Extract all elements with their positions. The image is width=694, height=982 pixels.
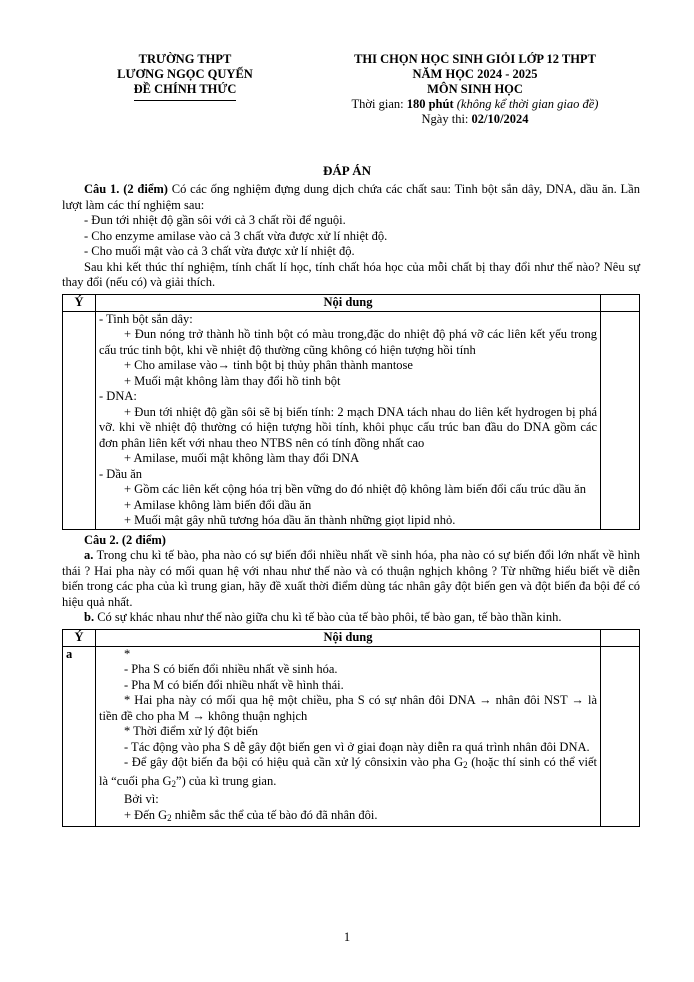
q2-part-b bbox=[62, 610, 640, 626]
answer-label-cell bbox=[63, 646, 96, 827]
answer-line: + Amilase, muối mật không làm thay đổi DNA bbox=[124, 451, 360, 465]
answer-score-cell bbox=[601, 646, 640, 827]
time-label: Thời gian: bbox=[351, 97, 407, 111]
col-header-score bbox=[601, 629, 640, 646]
answer-line: * bbox=[124, 646, 131, 661]
answer-line: + Đun nóng trở thành hồ tinh bột có màu trong,đặc do nhiệt độ phá vỡ các liên kết yếu trong cấu trúc tinh bột, khi về nhiệt độ thường cũng không có hiện tượng hồi tính bbox=[99, 327, 597, 357]
doc-title: ĐÁP ÁN bbox=[322, 163, 372, 178]
document-body bbox=[62, 182, 640, 830]
subscript: 2 bbox=[171, 778, 177, 789]
q1-question: Sau khi kết thúc thí nghiệm, tính chất lí học, tính chất hóa học của mỗi chất bị thay đổi như thế nào? Nêu sự thay đổi (nếu có) và giải thích. bbox=[62, 259, 640, 289]
q2-label: Câu 2. (2 điểm) bbox=[84, 532, 166, 547]
answer-text: ”) của kì trung gian. bbox=[176, 773, 277, 788]
exam-title: THI CHỌN HỌC SINH GIỎI LỚP 12 THPT bbox=[354, 52, 596, 66]
q1-step: - Cho muối mật vào cả 3 chất vừa được xử lí nhiệt độ. bbox=[84, 244, 355, 258]
exam-header bbox=[290, 52, 660, 127]
col-header-content: Nội dung bbox=[96, 629, 601, 646]
q1-step: - Cho enzyme amilase vào cả 3 chất vừa được xử lí nhiệt độ. bbox=[84, 228, 388, 243]
answer-content-cell bbox=[96, 646, 601, 827]
q2-answer-table bbox=[62, 629, 640, 828]
answer-score-cell bbox=[601, 311, 640, 529]
col-header-content: Nội dung bbox=[96, 294, 601, 311]
school-year: NĂM HỌC 2024 - 2025 bbox=[412, 67, 538, 81]
answer-text: + Đến G bbox=[124, 807, 168, 822]
date-value: 02/10/2024 bbox=[471, 112, 529, 126]
subject: MÔN SINH HỌC bbox=[427, 82, 523, 96]
exam-date bbox=[290, 112, 660, 127]
answer-line: * Thời điểm xử lý đột biến bbox=[124, 724, 258, 738]
official-label: ĐỀ CHÍNH THỨC bbox=[133, 82, 237, 96]
answer-line: - DNA: bbox=[99, 389, 137, 403]
time-value: 180 phút bbox=[406, 97, 454, 111]
answer-line: - Dầu ăn bbox=[99, 466, 143, 481]
q2-a-text: Trong chu kì tế bào, pha nào có sự biến đổi nhiều nhất về sinh hóa, pha nào có sự biến đổi lớn nhất về hình thái ? Hai pha này có mối quan hệ với nhau như thế nào và có thuận nghịch không ? Từ những hiểu biết về diễn biến trong các pha của kì trung gian, hãy đề xuất thời điểm dùng tác nhân gây đột biến gen và đột biến đa bội để có hiệu quả nhất. bbox=[62, 548, 640, 609]
answer-line: - Pha M có biến đổi nhiều nhất về hình thái. bbox=[124, 677, 344, 692]
answer-text: - Để gây đột biến đa bội có hiệu quả cần xử lý cônsixin vào pha G bbox=[124, 755, 464, 769]
subscript: 2 bbox=[167, 812, 172, 823]
q1-answer-table bbox=[62, 294, 640, 530]
answer-content-cell bbox=[96, 311, 601, 529]
answer-text: nhiễm sắc thể của tế bào đó đã nhân đôi. bbox=[171, 807, 378, 822]
answer-line: - Pha S có biến đổi nhiều nhất về sinh hóa. bbox=[124, 662, 338, 676]
time-note: (không kể thời gian giao đề) bbox=[453, 97, 599, 111]
exam-time bbox=[290, 97, 660, 112]
school-name-line2: LƯƠNG NGỌC QUYẾN bbox=[117, 67, 253, 81]
q1-step: - Đun tới nhiệt độ gần sôi với cả 3 chất rồi để nguội. bbox=[84, 213, 346, 227]
school-header bbox=[95, 52, 275, 101]
subscript: 2 bbox=[463, 760, 468, 770]
col-header-y: Ý bbox=[63, 294, 96, 311]
answer-line: + Muối mật không làm thay đổi hồ tinh bột bbox=[124, 373, 341, 388]
answer-label-cell bbox=[63, 311, 96, 529]
answer-line: * Hai pha này có mối qua hệ một chiều, pha S có sự nhân đôi DNA → nhân đôi NST → là tiền đề cho pha M → không thuận nghịch bbox=[99, 693, 597, 723]
date-label: Ngày thi: bbox=[421, 112, 472, 126]
page-number: 1 bbox=[343, 930, 351, 944]
answer-line: - Tác động vào pha S dễ gây đột biến gen vì ở giai đoạn này diễn ra quá trình nhân đôi DNA. bbox=[124, 739, 590, 754]
q2-b-label: b. bbox=[84, 610, 95, 624]
row-label: a bbox=[66, 646, 73, 661]
col-header-y: Ý bbox=[63, 629, 96, 646]
answer-line: Bởi vì: bbox=[124, 792, 159, 806]
header-underline bbox=[134, 100, 236, 101]
answer-line: + Đun tới nhiệt độ gần sôi sẽ bị biến tính: 2 mạch DNA tách nhau do liên kết hydrogen bị phá vỡ. khi về nhiệt độ thường có hiện tượng hồi tính, khôi phục cấu trúc ban đầu do DNA gồm các đơn phân liên kết với nhau theo NTBS nên có tính đồng nhất cao bbox=[99, 404, 597, 450]
answer-line: + Muối mật gây nhũ tương hóa dầu ăn thành những giọt lipid nhỏ. bbox=[124, 513, 456, 527]
q1-intro bbox=[62, 182, 640, 213]
answer-text: (hoặc thí sinh có thể viết là “cuối pha G bbox=[99, 755, 598, 788]
answer-line: + Gồm các liên kết cộng hóa trị bền vững do đó nhiệt độ không làm biến đổi cấu trúc dầu ăn bbox=[124, 482, 586, 496]
q2-a-label: a. bbox=[84, 548, 94, 562]
answer-line bbox=[99, 808, 597, 827]
q2-part-a bbox=[62, 548, 640, 610]
q1-label: Câu 1. (2 điểm) bbox=[84, 182, 168, 196]
answer-line: - Tinh bột sắn dây: bbox=[99, 311, 193, 326]
answer-line: + Amilase không làm biến đổi dầu ăn bbox=[124, 497, 312, 512]
answer-line bbox=[99, 755, 597, 792]
col-header-score bbox=[601, 294, 640, 311]
q1-intro-text: Có các ống nghiệm đựng dung dịch chứa các chất sau: Tinh bột sắn dây, DNA, dầu ăn. Lần lượt làm các thí nghiệm sau: bbox=[62, 182, 640, 212]
q2-b-text: Có sự khác nhau như thế nào giữa chu kì tế bào của tế bào phôi, tế bào gan, tế bào thần kinh. bbox=[94, 610, 562, 624]
answer-line: + Cho amilase vào→ tinh bột bị thủy phân thành mantose bbox=[124, 358, 413, 372]
school-name-line1: TRƯỜNG THPT bbox=[138, 52, 232, 66]
